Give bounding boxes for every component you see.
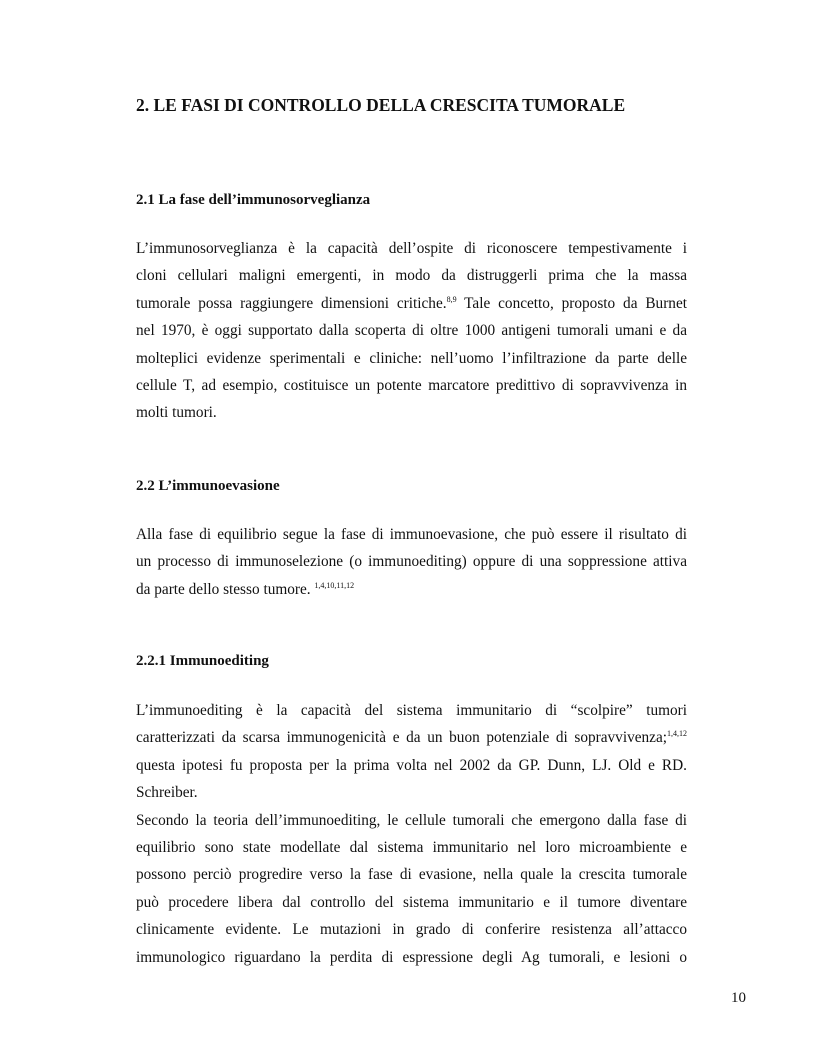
text-line [136, 576, 687, 603]
section-heading: 2.2 L’immunoevasione [136, 478, 280, 494]
line-text: L’immunoediting è la capacità del sistema immunitario di “scolpire” tumori [136, 702, 687, 719]
text-line [136, 834, 687, 861]
text-line [136, 752, 687, 779]
text-line [136, 372, 687, 399]
text-line [136, 861, 687, 888]
line-text: molteplici evidenze sperimentali e cliniche: nell’uomo l’infiltrazione da parte delle [136, 349, 687, 367]
line-text: può procedere libera dal controllo del sistema immunitario e il tumore diventare [136, 893, 687, 911]
line-text: da parte dello stesso tumore. [136, 580, 315, 598]
line-text: Secondo la teoria dell’immunoediting, le cellule tumorali che emergono dalla fase di [136, 811, 687, 829]
line-text: immunologico riguardano la perdita di espressione degli Ag tumorali, e lesioni o [136, 948, 687, 966]
line-text: L’immunosorveglianza è la capacità dell’ospite di riconoscere tempestivamente i [136, 240, 687, 257]
line-text: nel 1970, è oggi supportato dalla scoperta di oltre 1000 antigeni tumorali umani e da [136, 322, 687, 340]
chapter-title: 2. LE FASI DI CONTROLLO DELLA CRESCITA TUMORALE [136, 95, 626, 115]
text-line [136, 235, 687, 262]
line-text: cloni cellulari maligni emergenti, in modo da distruggerli prima che la massa [136, 267, 687, 285]
text-line [136, 262, 687, 289]
subsection-heading: 2.2.1 Immunoediting [136, 653, 269, 669]
line-text: molti tumori. [136, 404, 217, 422]
paragraph [136, 235, 687, 427]
line-text: equilibrio sono state modellate dal sistema immunitario nel loro microambiente e [136, 838, 687, 856]
text-line [136, 724, 687, 751]
line-text: clinicamente evidente. Le mutazioni in grado di conferire resistenza all’attacco [136, 921, 687, 939]
page-number: 10 [731, 990, 746, 1006]
paragraph [136, 521, 687, 603]
citation-superscript: 1,4,10,11,12 [314, 580, 355, 590]
text-line [136, 697, 687, 724]
line-text: Alla fase di equilibrio segue la fase di immunoevasione, che può essere il risultato di [136, 526, 687, 543]
section-heading: 2.1 La fase dell’immunosorveglianza [136, 192, 371, 208]
text-line [136, 916, 687, 943]
line-text: un processo di immunoselezione (o immunoediting) oppure di una soppressione attiva [136, 553, 687, 571]
text-line [136, 521, 687, 548]
paragraph [136, 697, 687, 971]
line-text: tumorale possa raggiungere dimensioni critiche. [136, 294, 447, 312]
text-line [136, 548, 687, 575]
text-line [136, 889, 687, 916]
text-line [136, 944, 687, 971]
citation-superscript: 8,9 [446, 294, 457, 304]
line-text: Schreiber. [136, 784, 198, 802]
text-line [136, 345, 687, 372]
line-text-continued: Tale concetto, proposto da Burnet [456, 294, 687, 312]
text-line [136, 290, 687, 317]
line-text: cellule T, ad esempio, costituisce un potente marcatore predittivo di sopravvivenza in [136, 376, 687, 394]
line-text: caratterizzati da scarsa immunogenicità e da un buon potenziale di sopravvivenza; [136, 729, 667, 747]
text-line [136, 807, 687, 834]
text-line [136, 399, 687, 426]
line-text: possono perciò progredire verso la fase di evasione, nella quale la crescita tumorale [136, 866, 687, 884]
text-line [136, 317, 687, 344]
line-text: questa ipotesi fu proposta per la prima volta nel 2002 da GP. Dunn, LJ. Old e RD. [136, 756, 687, 774]
citation-superscript: 1,4,12 [667, 729, 687, 739]
text-line [136, 779, 687, 806]
